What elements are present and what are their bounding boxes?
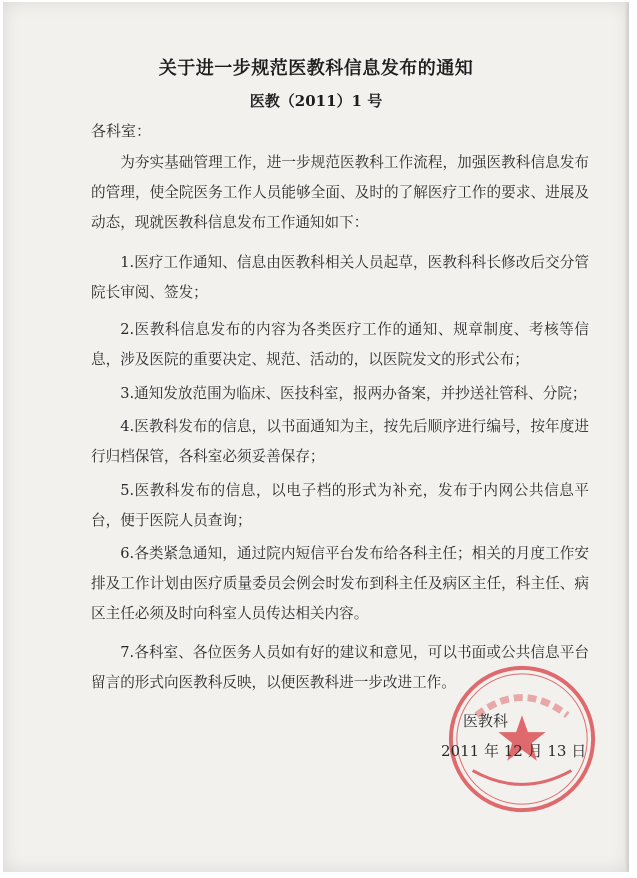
document-number: 医教（2011）1 号	[249, 92, 383, 110]
paragraph-item-1: 1.医疗工作通知、信息由医教科相关人员起草，医教科科长修改后交分管院长审阅、签发；	[91, 254, 589, 301]
paragraph-item-7: 7.各科室、各位医务人员如有好的建议和意见，可以书面或公共信息平台留言的形式向医教科反映，以便医教科进一步改进工作。	[91, 644, 589, 691]
issue-date: 2011 年 12 月 13 日	[441, 742, 587, 760]
document-title: 关于进一步规范医教科信息发布的通知	[158, 58, 474, 79]
paragraph-intro: 为夯实基础管理工作，进一步规范医教科工作流程，加强医教科信息发布的管理，使全院医务工作人员能够全面、及时的了解医疗工作的要求、进展及动态，现就医教科信息发布工作通知如下：	[91, 154, 589, 231]
paragraph-item-3: 3.通知发放范围为临床、医技科室，报两办备案，并抄送社管科、分院；	[120, 385, 587, 402]
document-page	[3, 2, 629, 872]
paragraph-item-4: 4.医教科发布的信息，以书面通知为主，按先后顺序进行编号，按年度进行归档保管，各科室必须妥善保存；	[91, 418, 589, 465]
paragraph-item-2: 2.医教科信息发布的内容为各类医疗工作的通知、规章制度、考核等信息，涉及医院的重要决定、规范、活动的，以医院发文的形式公布；	[91, 321, 589, 368]
official-seal	[443, 660, 601, 818]
paragraph-item-5: 5.医教科发布的信息，以电子档的形式为补充，发布于内网公共信息平台，便于医院人员查询；	[91, 482, 589, 529]
scan-edge	[625, 2, 629, 872]
paragraph-item-6: 6.各类紧急通知，通过院内短信平台发布给各科主任；相关的月度工作安排及工作计划由医疗质量委员会例会时发布到科主任及病区主任，科主任、病区主任必须及时向科室人员传达相关内容。	[91, 545, 589, 622]
seal-bottom-mark	[473, 771, 572, 785]
sender-department: 医教科	[463, 712, 509, 730]
salutation: 各科室：	[91, 122, 152, 140]
